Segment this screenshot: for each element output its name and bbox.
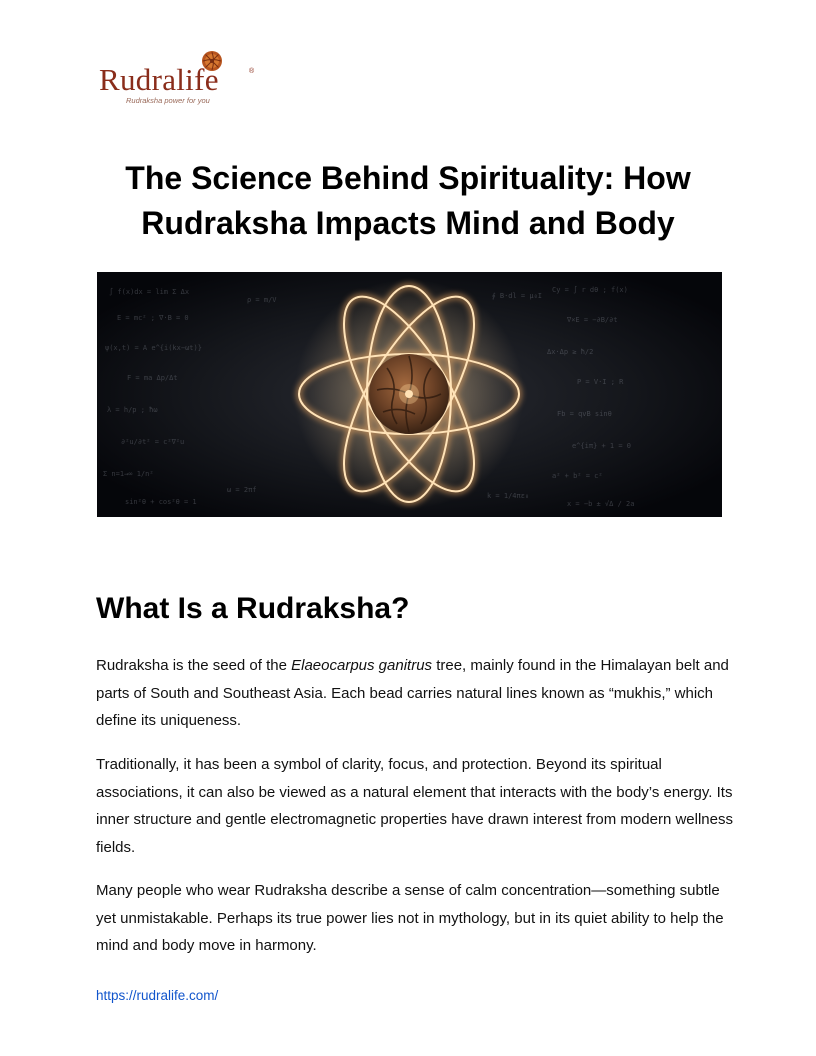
svg-text:Δx·Δp ≥ ħ/2: Δx·Δp ≥ ħ/2: [547, 348, 594, 356]
svg-text:a² + b² = c²: a² + b² = c²: [552, 472, 603, 480]
svg-text:Σ n=1→∞ 1/n²: Σ n=1→∞ 1/n²: [103, 470, 154, 478]
paragraph-1: [96, 652, 736, 735]
svg-text:∮ B·dl = μ₀I: ∮ B·dl = μ₀I: [492, 292, 543, 300]
svg-text:P = V·I ; R: P = V·I ; R: [577, 378, 624, 386]
svg-text:F = ma Δp/Δt: F = ma Δp/Δt: [127, 374, 178, 382]
page-title: The Science Behind Spirituality: How Rudraksha Impacts Mind and Body: [125, 160, 691, 241]
svg-text:∂²u/∂t² = c²∇²u: ∂²u/∂t² = c²∇²u: [121, 438, 185, 446]
paragraph-2: Traditionally, it has been a symbol of clarity, focus, and protection. Beyond its spiritual associations, it can also be viewed as a natural element that interacts with the body’s energy. Its inner structure and gentle electromagnetic properties have drawn interest from modern wellness fields.: [96, 756, 733, 856]
rudraksha-atom-orbits-image: [97, 272, 722, 517]
hero-image: [97, 272, 722, 517]
svg-text:x = −b ± √Δ / 2a: x = −b ± √Δ / 2a: [567, 500, 635, 508]
svg-text:sin²θ + cos²θ = 1: sin²θ + cos²θ = 1: [125, 498, 197, 506]
svg-text:E = mc² ; ∇·B = 0: E = mc² ; ∇·B = 0: [117, 314, 189, 322]
brand-logo: [96, 48, 266, 110]
svg-text:ω = 2πf: ω = 2πf: [227, 486, 257, 494]
svg-text:∇×E = −∂B/∂t: ∇×E = −∂B/∂t: [567, 316, 618, 324]
svg-text:∫ f(x)dx = lim Σ Δx: ∫ f(x)dx = lim Σ Δx: [109, 288, 190, 296]
svg-text:Cy = ∫ r dθ ; f(x): Cy = ∫ r dθ ; f(x): [552, 286, 628, 294]
paragraph-1-text-end: tree, mainly found in the Himalayan belt and parts of South and Southeast Asia. Each bead carries natural lines known as “mukhis,” which define its uniqueness.: [96, 657, 729, 729]
section-heading: What Is a Rudraksha?: [96, 592, 410, 625]
svg-text:ρ = m/V: ρ = m/V: [247, 296, 277, 304]
logo-wordmark: Rudralife: [99, 62, 219, 97]
svg-text:e^{iπ} + 1 = 0: e^{iπ} + 1 = 0: [572, 442, 632, 450]
website-link[interactable]: https://rudralife.com/: [96, 988, 219, 1003]
svg-text:Fb = qvB sinθ: Fb = qvB sinθ: [557, 410, 612, 418]
svg-text:ψ(x,t) = A e^{i(kx−ωt)}: ψ(x,t) = A e^{i(kx−ωt)}: [105, 344, 202, 352]
registered-mark: ®: [249, 68, 255, 75]
species-name: Elaeocarpus ganitrus: [291, 657, 433, 674]
paragraph-3: Many people who wear Rudraksha describe a sense of calm concentration—something subtle yet unmistakable. Perhaps its true power lies not in mythology, but in its quiet ability to help the mind and body move in harmony.: [96, 882, 724, 954]
logo-tagline: Rudraksha power for you: [126, 96, 210, 105]
svg-text:k = 1/4πε₀: k = 1/4πε₀: [487, 492, 530, 500]
svg-text:λ = h/p ; ħω: λ = h/p ; ħω: [107, 406, 158, 414]
paragraph-1-text-start: Rudraksha is the seed of the: [96, 657, 292, 674]
